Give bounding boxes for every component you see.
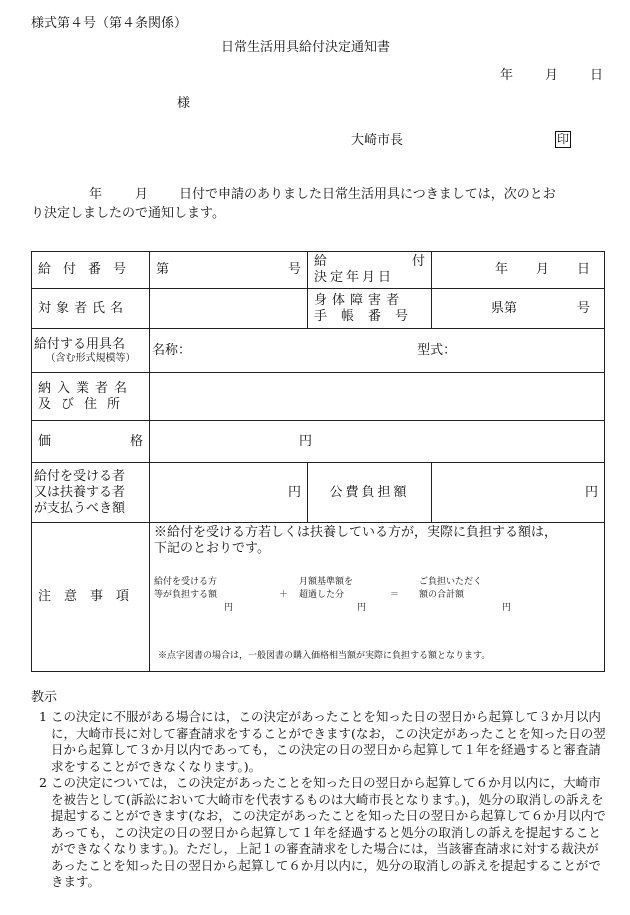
equipment-model-label: 型式：	[417, 342, 457, 358]
formula-col2-yen: 円	[357, 603, 367, 613]
notice-formula	[154, 577, 599, 627]
payment-yen: 円	[287, 484, 301, 500]
formula-col3-yen: 円	[502, 603, 512, 613]
row-payment	[32, 463, 605, 523]
handbook-suffix: 号	[576, 300, 590, 316]
note-item-1-text: この決定に不服がある場合には，この決定があったことを知った日の翌日から起算して３か月以内に，大崎市長に対して審査請求をすることができます(なお，この決定があったことを知った日の翌日から起算して３か月以内であっても，この決定の日の翌日から起算して１年を経過すると審査請求をすることができなくなります。)。	[51, 709, 606, 774]
notice-line2: 下記のとおりです。	[154, 541, 270, 556]
formula-col3-line1: ご負担いただく	[419, 577, 483, 587]
formula-col1-yen: 円	[224, 603, 234, 613]
label-vendor	[32, 373, 150, 421]
public-burden-value	[432, 463, 605, 523]
instruction-notes	[31, 690, 606, 891]
label-benefit-number	[32, 252, 150, 289]
label-benefit-number-text: 給付番号	[38, 262, 139, 277]
row-recipient	[32, 289, 605, 329]
label-vendor-line1: 納入業者名	[38, 380, 134, 396]
payment-value	[150, 463, 308, 523]
formula-col1-line2: 等が負担する額	[154, 590, 218, 600]
label-recipient-name	[32, 289, 150, 329]
handbook-number-value	[432, 289, 605, 329]
handbook-prefix: 県第	[490, 300, 517, 316]
note-item-2-number: 2	[39, 775, 47, 790]
label-price	[32, 421, 150, 463]
label-handbook-top: 身体障害者	[314, 292, 405, 308]
benefit-number-value	[150, 252, 308, 289]
label-decision-date	[308, 252, 432, 289]
formula-col2-line2: 超過した分	[299, 590, 345, 600]
label-benefit-number-spread	[38, 262, 143, 278]
price-yen: 円	[299, 433, 313, 449]
label-equipment-text: 給付する用具名	[34, 336, 126, 352]
decision-date-value	[432, 252, 605, 289]
public-burden-yen: 円	[584, 484, 598, 500]
intro-line1-rest: 日付で申請のありました日常生活用具につきましては，次のとお	[179, 187, 556, 202]
label-notice-text: 注意事項	[38, 589, 143, 604]
label-price-left: 価	[38, 433, 52, 449]
intro-year: 年	[89, 187, 103, 202]
label-public-burden	[308, 463, 432, 523]
price-value	[150, 421, 605, 463]
date-year-label: 年	[500, 68, 514, 83]
label-payment	[32, 463, 150, 523]
formula-col3-line2: 額の合計額	[419, 590, 465, 600]
issuer-name: 大崎市長	[351, 133, 404, 148]
formula-col2-line1: 月額基準額を	[299, 577, 354, 587]
note-item-2	[31, 775, 606, 891]
intro-line2: り決定しましたので通知します。	[31, 206, 225, 221]
label-handbook-bottom: 手帳番号	[314, 308, 423, 324]
addressee-suffix: 様	[177, 96, 191, 111]
decision-date-month: 月	[535, 262, 549, 277]
label-decision-date-top-left: 給	[314, 254, 328, 269]
formula-equals: ＝	[390, 590, 400, 600]
equipment-name-label: 名称：	[152, 342, 192, 358]
row-vendor	[32, 373, 605, 421]
notice-footnote: ※点字図書の場合は，一般図書の購入価格相当額が実際に負担する額となります。	[158, 651, 491, 661]
note-item-2-text: この決定については，この決定があったことを知った日の翌日から起算して６か月以内に，大崎市を被告として(訴訟において大崎市を代表するものは大崎市長となります。)，処分の取消しの訴えを提起することができます(なお，この決定があったことを知った日の翌日から起算して６か月以内であっても，この決定の日の翌日から起算して１年を経過すると処分の取消しの訴えを提起することができなくなります。)。ただし，上記１の審査請求をした場合には，当該審査請求に対する裁決があったことを知った日の翌日から起算して６か月以内に，処分の取消しの訴えを提起することができます。	[51, 775, 606, 889]
benefit-number-prefix: 第	[156, 262, 170, 277]
recipient-name-value	[150, 289, 308, 329]
date-month-label: 月	[545, 68, 559, 83]
row-notice	[32, 523, 605, 672]
label-notice	[32, 523, 150, 672]
vendor-value	[150, 373, 605, 421]
label-public-burden-text: 公費負担額	[329, 484, 410, 500]
row-price	[32, 421, 605, 463]
decision-date-day: 日	[576, 262, 590, 277]
document-title: 日常生活用具給付決定通知書	[221, 40, 391, 55]
label-equipment	[32, 329, 150, 373]
note-item-1	[31, 709, 606, 775]
intro-month: 月	[135, 187, 149, 202]
decision-table	[31, 251, 605, 672]
decision-date-year: 年	[494, 262, 508, 277]
note-item-1-number: 1	[39, 709, 47, 724]
notice-value	[150, 523, 605, 672]
notice-line1: ※給付を受ける方若しくは扶養している方が，実際に負担する額は，	[154, 525, 558, 540]
form-number: 様式第４号（第４条関係）	[31, 16, 188, 31]
label-payment-line1: 給付を受ける者	[34, 468, 126, 484]
notes-heading: 教示	[31, 690, 58, 705]
label-decision-date-top-right: 付	[411, 254, 425, 269]
row-benefit-number	[32, 252, 605, 289]
label-recipient-name-text: 対象者氏名	[38, 300, 129, 316]
row-equipment	[32, 329, 605, 373]
benefit-number-suffix: 号	[287, 262, 301, 277]
equipment-value	[150, 329, 605, 373]
label-decision-date-bottom: 決定年月日	[314, 270, 395, 285]
label-payment-line2: 又は扶養する者	[34, 484, 126, 500]
formula-col1-line1: 給付を受ける方	[154, 577, 218, 587]
label-payment-line3: が支払うべき額	[34, 500, 126, 516]
label-handbook-number	[308, 289, 432, 329]
label-equipment-sub: （含む形式規模等）	[45, 352, 136, 364]
seal-mark: 印	[557, 132, 570, 146]
label-price-right: 格	[129, 433, 143, 449]
label-vendor-line2: 及び住所	[38, 396, 131, 412]
date-day-label: 日	[590, 68, 604, 83]
formula-plus: ＋	[279, 590, 289, 600]
